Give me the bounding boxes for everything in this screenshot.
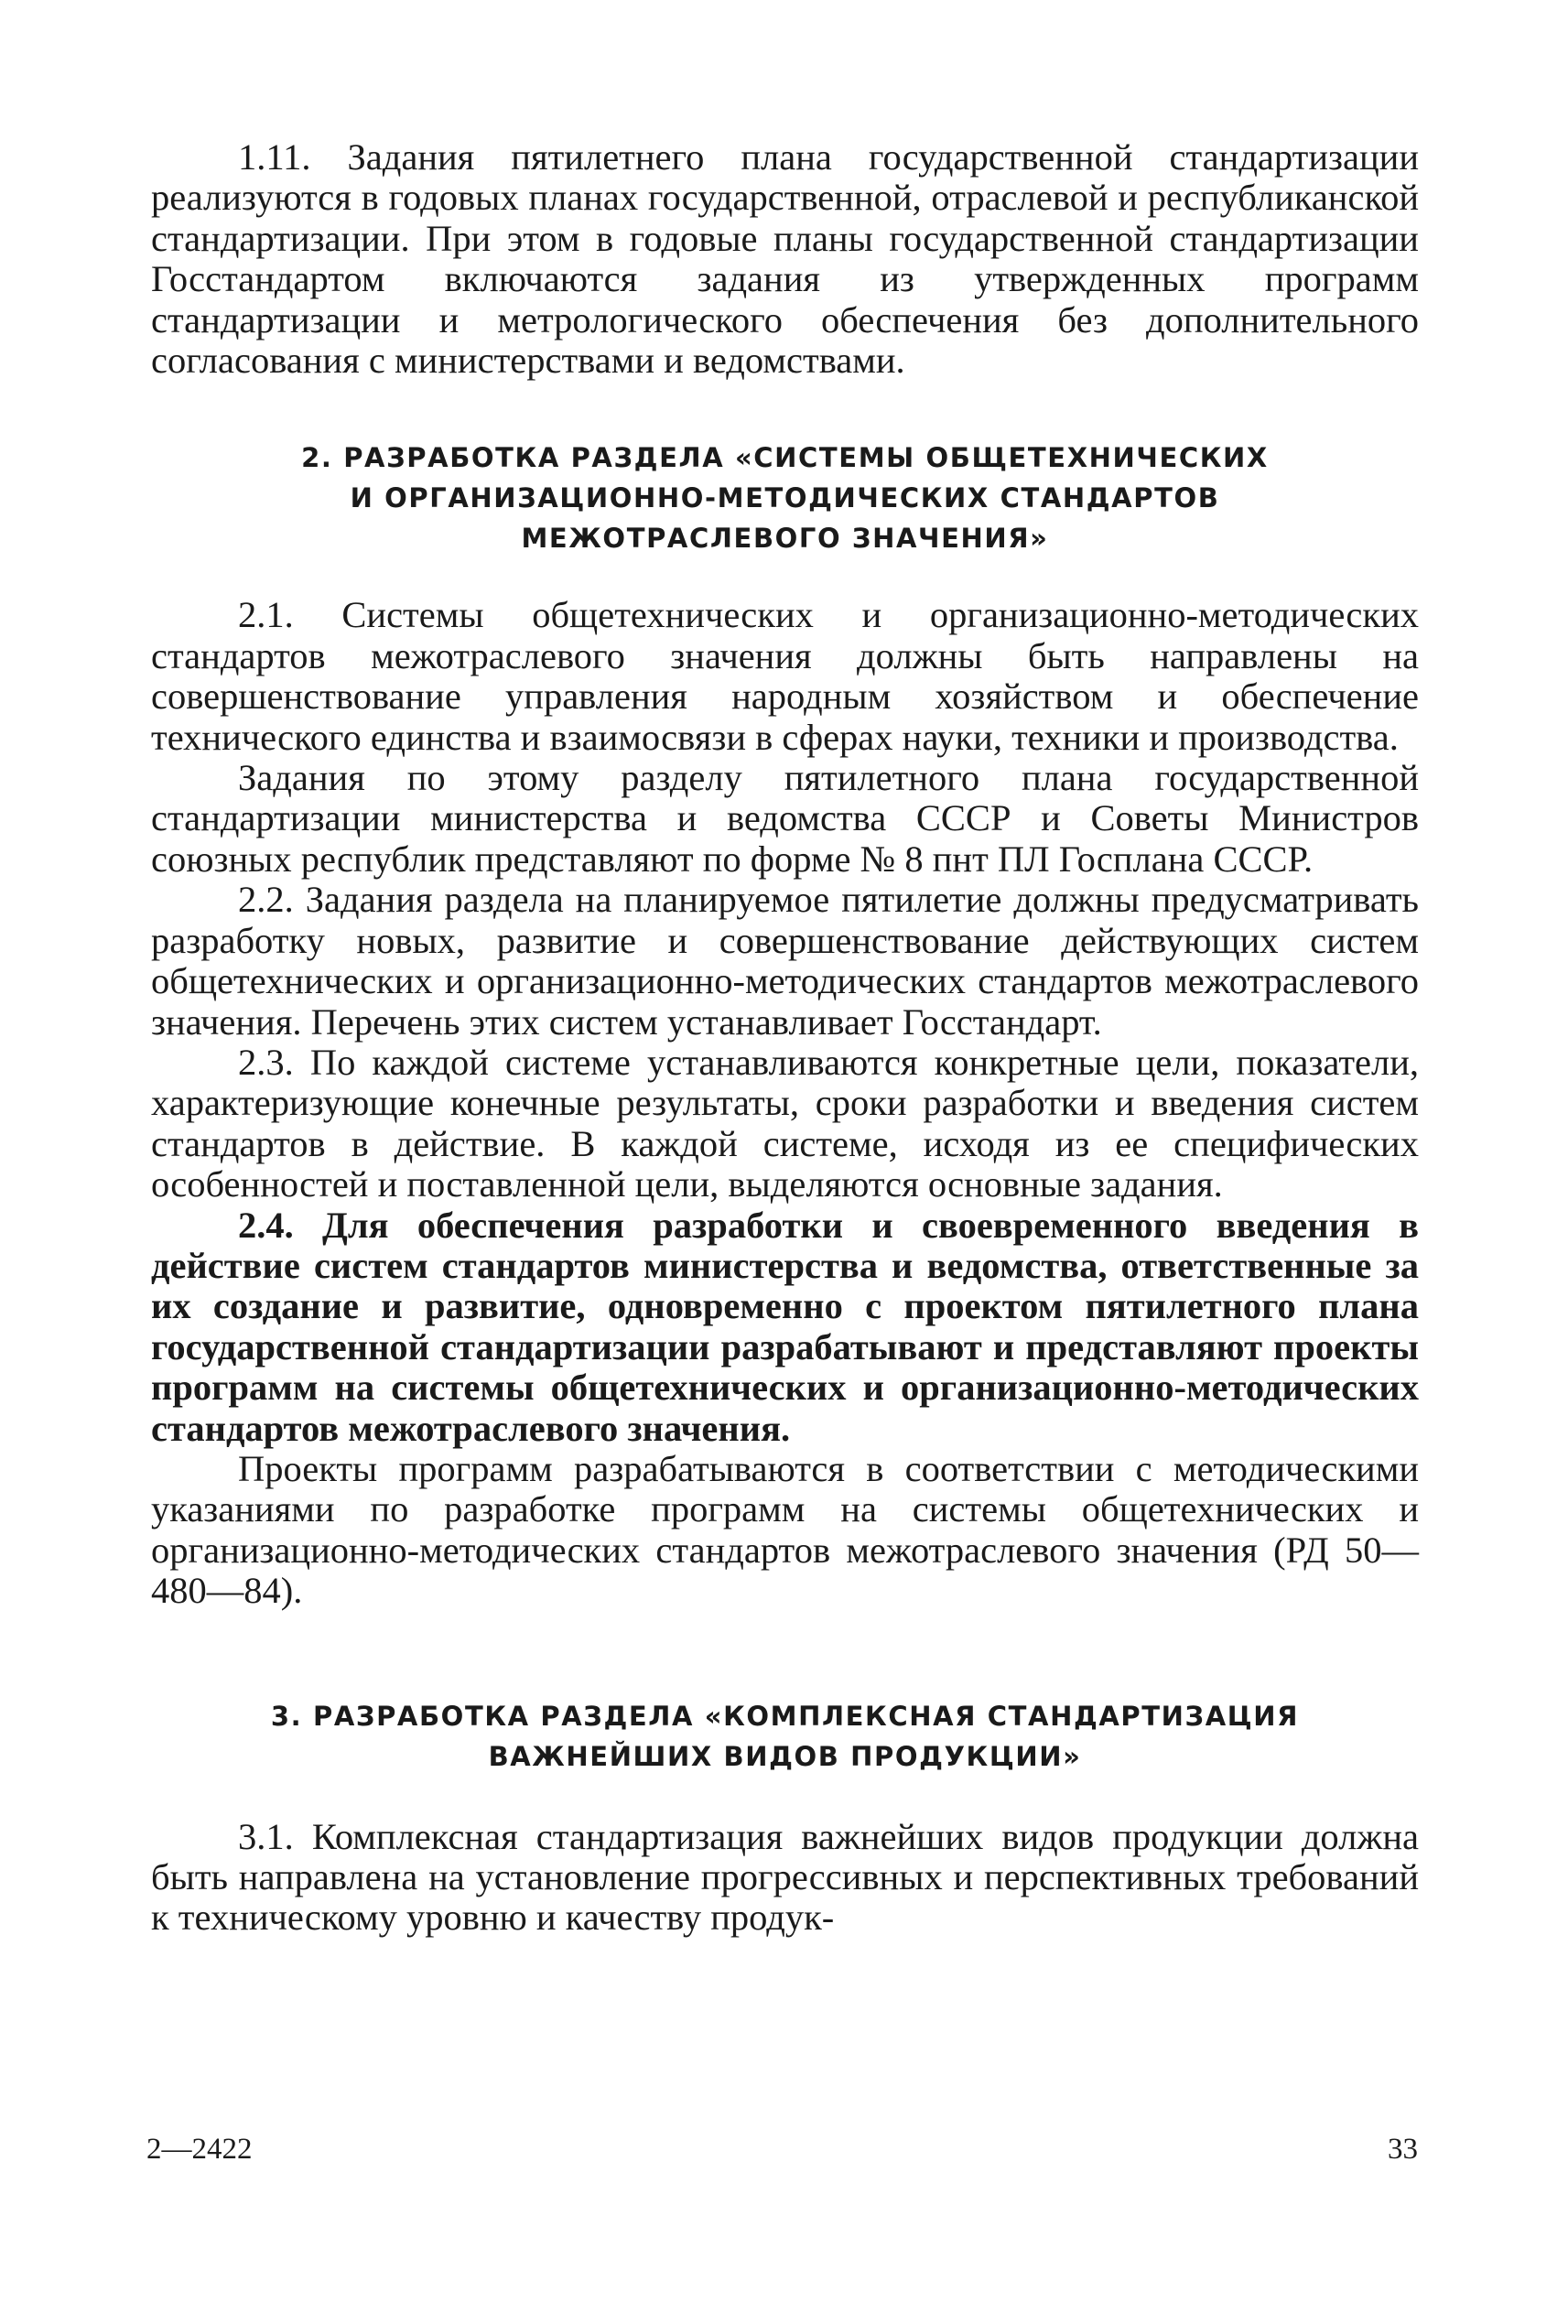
paragraph-3-1: 3.1. Комплексная стандартизация важнейших видов продукции должна быть направлена на установление прогрессивных и перспективных требований к техническому уровню и качеству продук- — [151, 1815, 1419, 1939]
printer-signature: 2—2422 — [146, 2133, 253, 2166]
paragraph-2-4: 2.4. Для обеспечения разработки и своевременного введения в действие систем стандартов министерства и ведомства, ответственные за их создание и развитие, одновременно с проектом пятилетного плана государственной стандартизации разрабатывают и представляют проекты программ на системы общетехнических и организационно-методических стандартов межотраслевого значения. — [151, 1204, 1419, 1449]
section-3-heading — [151, 1696, 1419, 1777]
page-body — [151, 137, 1419, 1939]
section-3-heading-line-1: 3. РАЗРАБОТКА РАЗДЕЛА «КОМПЛЕКСНАЯ СТАНДАРТИЗАЦИЯ — [270, 1700, 1300, 1732]
paragraph-1-11: 1.11. Задания пятилетнего плана государственной стандартизации реализуются в годовых планах государственной, отраслевой и республиканской стандартизации. При этом в годовые планы государственной стандартизации Госстандартом включаются задания из утвержденных программ стандартизации и метрологического обеспечения без дополнительного согласования с министерствами и ведомствами. — [151, 136, 1419, 382]
paragraph-2-2: 2.2. Задания раздела на планируемое пятилетие должны предусматривать разработку новых, развитие и совершенствование действующих систем общетехнических и организационно-методических стандартов межотраслевого значения. Перечень этих систем устанавливает Госстандарт. — [151, 879, 1419, 1043]
paragraph-2-4-programs: Проекты программ разрабатываются в соответствии с методическими указаниями по разработке программ на системы общетехнических и организационно-методических стандартов межотраслевого значения (РД 50—480—84). — [151, 1447, 1419, 1612]
section-2-heading — [151, 438, 1419, 558]
section-2-heading-line-2: И ОРГАНИЗАЦИОННО-МЕТОДИЧЕСКИХ СТАНДАРТОВ — [350, 482, 1220, 514]
page-number: 33 — [1388, 2133, 1418, 2166]
section-3-heading-line-2: ВАЖНЕЙШИХ ВИДОВ ПРОДУКЦИИ» — [488, 1740, 1082, 1772]
section-2-heading-line-1: 2. РАЗРАБОТКА РАЗДЕЛА «СИСТЕМЫ ОБЩЕТЕХНИЧЕСКИХ — [301, 442, 1269, 474]
paragraph-2-1: 2.1. Системы общетехнических и организационно-методических стандартов межотраслевого значения должны быть направлены на совершенствование управления народным хозяйством и обеспечение технического единства и взаимосвязи в сферах науки, техники и производства. — [151, 594, 1419, 758]
paragraph-2-3: 2.3. По каждой системе устанавливаются конкретные цели, показатели, характеризующие конечные результаты, сроки разработки и введения систем стандартов в действие. В каждой системе, исходя из ее специфических особенностей и поставленной цели, выделяются основные задания. — [151, 1041, 1419, 1205]
paragraph-2-1-forms: Задания по этому разделу пятилетного плана государственной стандартизации министерства и ведомства СССР и Советы Министров союзных республик представляют по форме № 8 пнт ПЛ Госплана СССР. — [151, 757, 1419, 880]
section-2-heading-line-3: МЕЖОТРАСЛЕВОГО ЗНАЧЕНИЯ» — [521, 523, 1049, 555]
